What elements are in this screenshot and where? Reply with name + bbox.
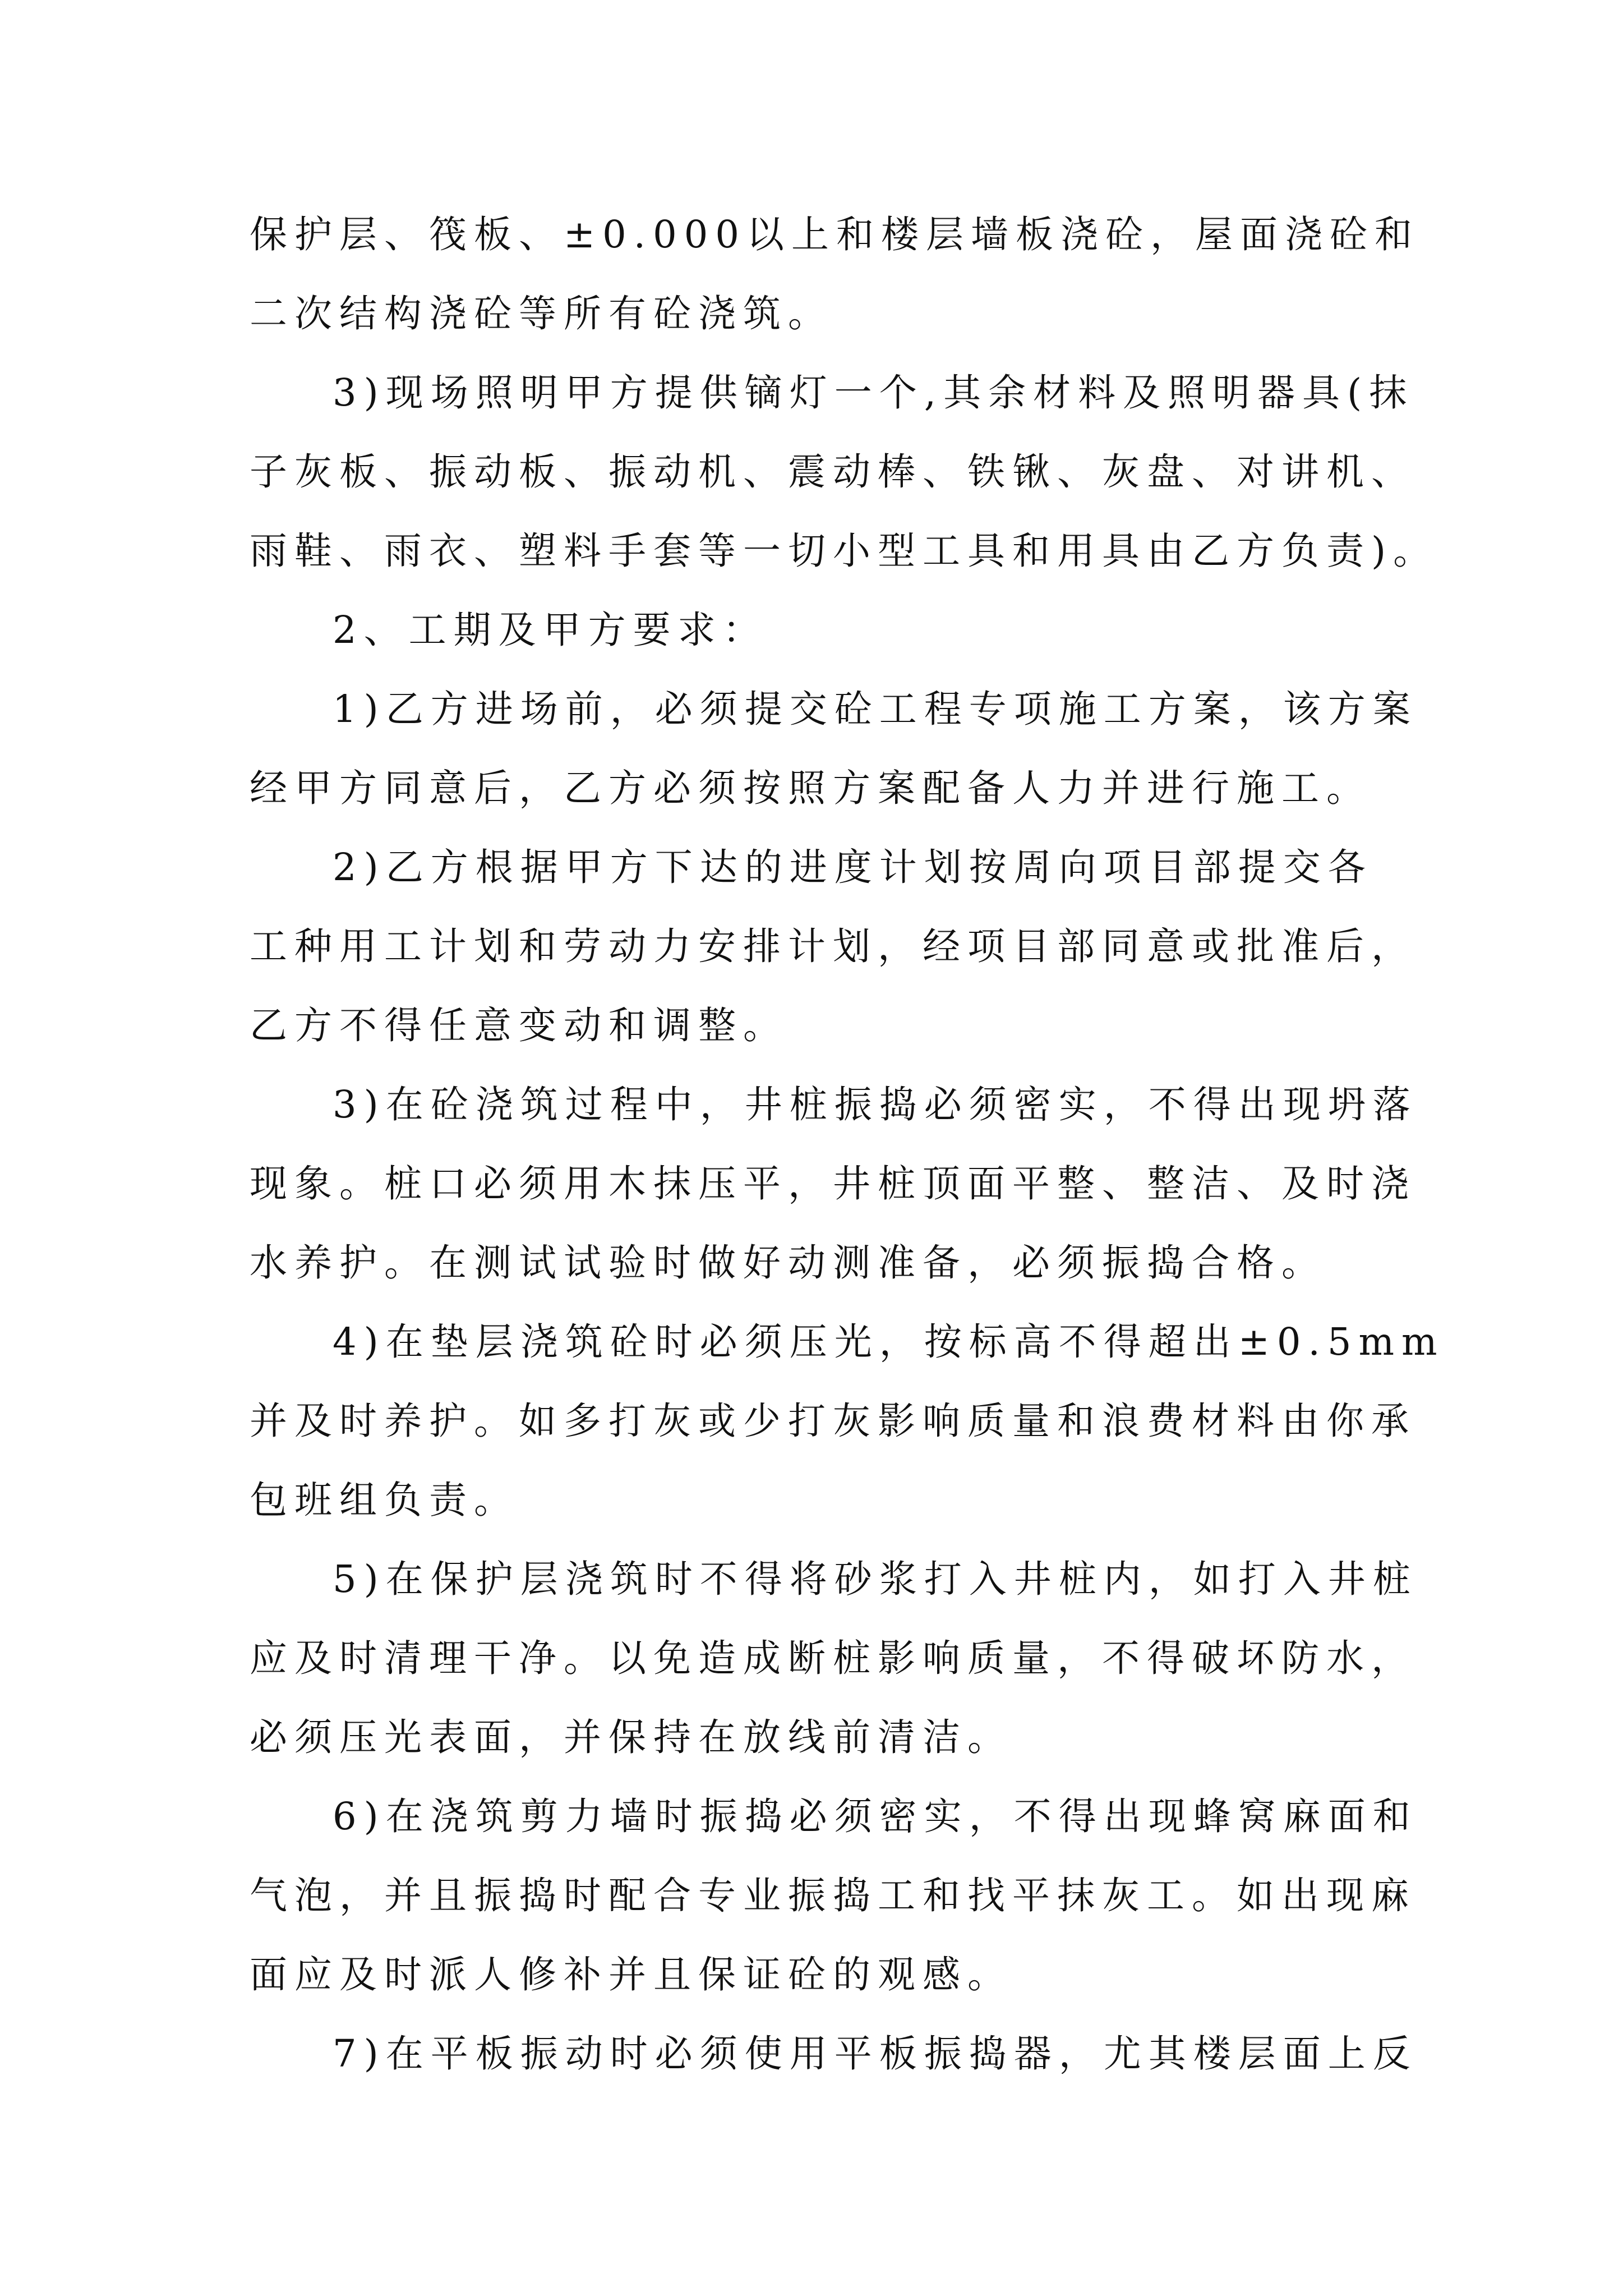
text-line: 2、工期及甲方要求： [333,608,768,652]
text-line: 3)现场照明甲方提供镝灯一个,其余材料及照明器具(抹 [333,371,1414,415]
text-line: 必须压光表面，并保持在放线前清洁。 [250,1715,1012,1759]
text-line: 雨鞋、雨衣、塑料手套等一切小型工具和用具由乙方负责)。 [250,529,1438,573]
text-line: 并及时养护。如多打灰或少打灰影响质量和浪费材料由你承 [250,1399,1416,1443]
text-line: 经甲方同意后，乙方必须按照方案配备人力并进行施工。 [250,766,1371,810]
paragraph-item-3-lighting [250,353,1438,591]
paragraph-req-2 [250,828,1416,1065]
text-line: 5)在保护层浇筑时不得将砂浆打入井桩内，如打入井桩 [333,1557,1418,1601]
text-line: 3)在砼浇筑过程中，井桩振捣必须密实，不得出现坍落 [333,1083,1418,1126]
section-heading-schedule [250,591,1371,670]
paragraph-req-1 [250,670,1418,828]
text-line: 现象。桩口必须用木抹压平，井桩顶面平整、整洁、及时浇 [250,1162,1416,1205]
paragraph-req-7 [250,2014,1418,2093]
text-line: 乙方不得任意变动和调整。 [250,1004,788,1047]
paragraph-req-3 [250,1065,1418,1303]
text-line: 4)在垫层浇筑砼时必须压光，按标高不得超出±0.5mm [333,1320,1445,1364]
text-line: 水养护。在测试试验时做好动测准备，必须振捣合格。 [250,1241,1326,1285]
text-line: 2)乙方根据甲方下达的进度计划按周向项目部提交各 [333,845,1373,889]
text-line: 子灰板、振动板、振动机、震动棒、铁锹、灰盘、对讲机、 [250,450,1416,494]
text-line: 包班组负责。 [250,1478,519,1522]
text-line: 6)在浇筑剪力墙时振捣必须密实，不得出现蜂窝麻面和 [333,1795,1418,1838]
text-line: 7)在平板振动时必须使用平板振捣器，尤其楼层面上反 [333,2032,1418,2076]
paragraph-pour-scope [250,195,1419,353]
text-line: 二次结构浇砼等所有砼浇筑。 [250,292,833,335]
paragraph-req-6 [250,1777,1418,2014]
text-line: 气泡，并且振捣时配合专业振捣工和找平抹灰工。如出现麻 [250,1874,1416,1917]
text-line: 1)乙方进场前，必须提交砼工程专项施工方案，该方案 [333,687,1418,731]
text-line: 工种用工计划和劳动力安排计划，经项目部同意或批准后， [250,924,1416,968]
document-body [250,195,1445,2093]
paragraph-req-4 [250,1303,1445,1540]
paragraph-req-5 [250,1540,1418,1777]
text-line: 应及时清理干净。以免造成断桩影响质量，不得破坏防水， [250,1636,1416,1680]
text-line: 保护层、筏板、±0.000以上和楼层墙板浇砼，屋面浇砼和 [250,213,1419,256]
text-line: 面应及时派人修补并且保证砼的观感。 [250,1953,1012,1996]
